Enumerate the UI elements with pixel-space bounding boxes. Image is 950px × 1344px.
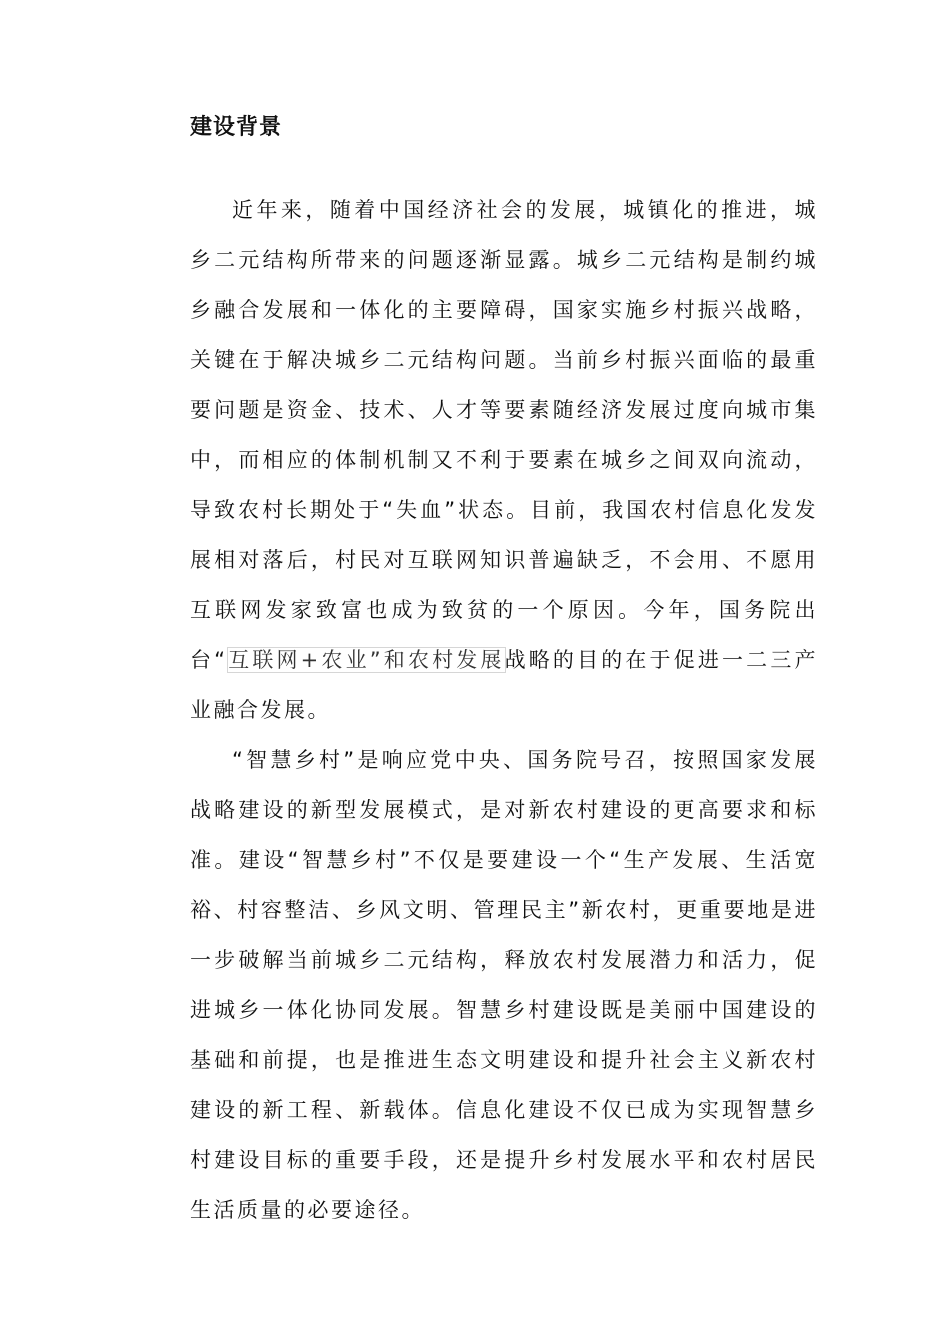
- section-heading: 建设背景: [190, 115, 283, 140]
- paragraph-text: 近年来，随着中国经济社会的发展，城镇化的推进，城乡二元结构所带来的问题逐渐显露。城乡二元结构是制约城乡融合发展和一体化的主要障碍，国家实施乡村振兴战略，关键在于解决城乡二元结构问题。当前乡村振兴面临的最重要问题是资金、技术、人才等要素随经济发展过度向城市集中，而相应的体制机制又不利于要素在城乡之间双向流动，导致农村长期处于“失血”状态。目前，我国农村信息化发发展相对落后，村民对互联网知识普遍缺乏，不会用、不愿用互联网发家致富也成为致贫的一个原因。今年，国务院出台“: [190, 198, 818, 672]
- body-text: [190, 185, 818, 1235]
- paragraph-background: [190, 185, 818, 735]
- paragraph-text-continued: 战略的目的在于促进一二三产业融合发展。: [190, 648, 818, 722]
- paragraph-smart-village: “智慧乡村”是响应党中央、国务院号召，按照国家发展战略建设的新型发展模式，是对新农村建设的更高要求和标准。建设“智慧乡村”不仅是要建设一个“生产发展、生活宽裕、村容整洁、乡风文明、管理民主”新农村，更重要地是进一步破解当前城乡二元结构，释放农村发展潜力和活力，促进城乡一体化协同发展。智慧乡村建设既是美丽中国建设的基础和前提，也是推进生态文明建设和提升社会主义新农村建设的新工程、新载体。信息化建设不仅已成为实现智慧乡村建设目标的重要手段，还是提升乡村发展水平和农村居民生活质量的必要途径。: [190, 748, 818, 1222]
- highlighted-text-box: 互联网+农业”和农村发展: [227, 648, 505, 672]
